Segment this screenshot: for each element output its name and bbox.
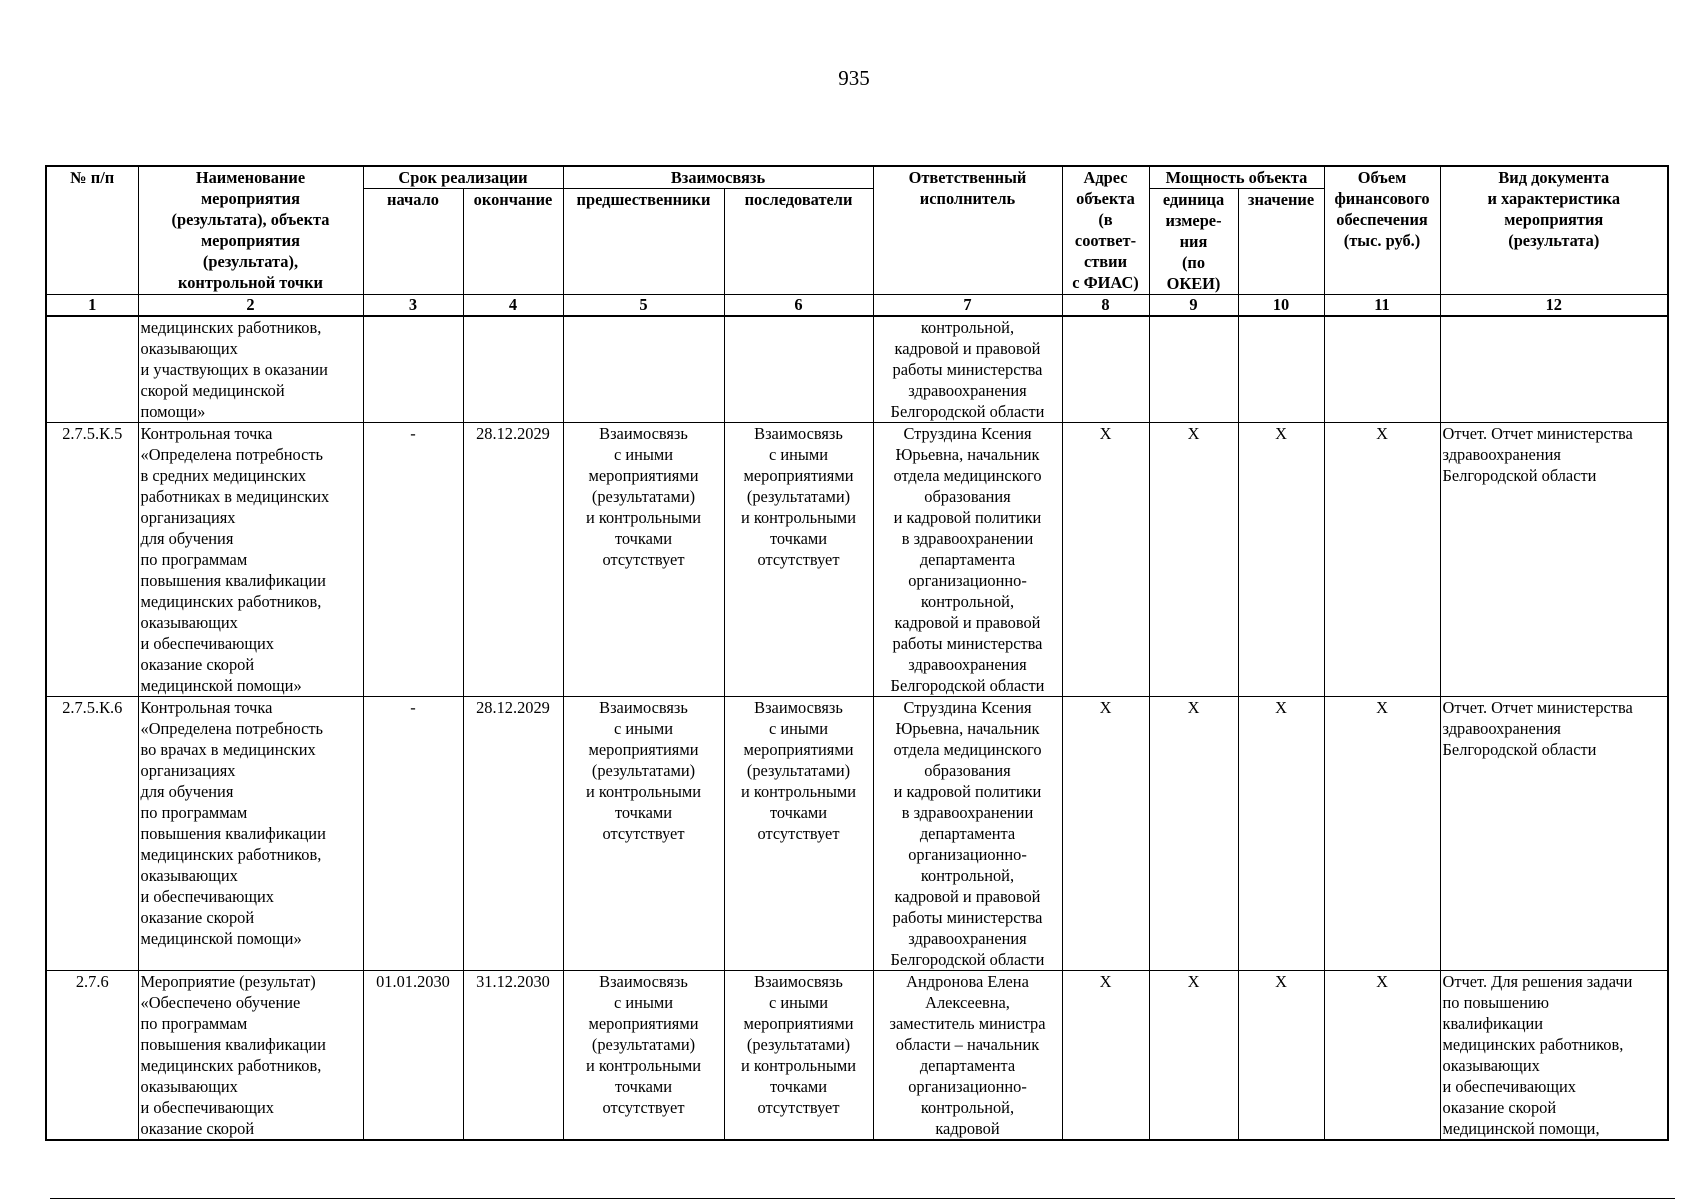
header-end: окончание <box>463 189 563 295</box>
col-number: 8 <box>1062 295 1149 317</box>
header-doc: Вид документа и характеристика мероприятия (результата) <box>1440 166 1668 295</box>
cell-address <box>1062 316 1149 423</box>
header-start: начало <box>363 189 463 295</box>
cell-finance <box>1324 316 1440 423</box>
header-unit: единица измере- ния (по ОКЕИ) <box>1149 189 1238 295</box>
table-row <box>46 316 1668 423</box>
cell-successors: Взаимосвязь с иными мероприятиями (результатами) и контрольными точками отсутствует <box>724 971 873 1141</box>
cell-unit: Х <box>1149 697 1238 971</box>
cell-responsible: Струздина Ксения Юрьевна, начальник отдела медицинского образования и кадровой политики в здравоохранении департамента организационно- контрольной, кадровой и правовой работы министерства здравоохранения Белгородской области <box>873 423 1062 697</box>
cell-end: 31.12.2030 <box>463 971 563 1141</box>
cell-num <box>46 316 138 423</box>
cell-start: 01.01.2030 <box>363 971 463 1141</box>
header-value: значение <box>1238 189 1324 295</box>
header-relation: Взаимосвязь <box>563 166 873 189</box>
cell-name: медицинских работников, оказывающих и участвующих в оказании скорой медицинской помощи» <box>138 316 363 423</box>
cell-doc: Отчет. Отчет министерства здравоохранения Белгородской области <box>1440 423 1668 697</box>
col-number: 1 <box>46 295 138 317</box>
cell-successors: Взаимосвязь с иными мероприятиями (результатами) и контрольными точками отсутствует <box>724 697 873 971</box>
cell-name: Контрольная точка «Определена потребность во врачах в медицинских организациях для обучения по программам повышения квалификации медицинских работников, оказывающих и обеспечивающих оказание скорой медицинской помощи» <box>138 697 363 971</box>
cell-address: Х <box>1062 971 1149 1141</box>
header-address: Адрес объекта (в соответ- ствии с ФИАС) <box>1062 166 1149 295</box>
col-number: 6 <box>724 295 873 317</box>
header-responsible: Ответственный исполнитель <box>873 166 1062 295</box>
col-number: 9 <box>1149 295 1238 317</box>
cell-address: Х <box>1062 697 1149 971</box>
col-number: 7 <box>873 295 1062 317</box>
cell-start: - <box>363 423 463 697</box>
cell-doc <box>1440 316 1668 423</box>
header-capacity: Мощность объекта <box>1149 166 1324 189</box>
cell-responsible: Струздина Ксения Юрьевна, начальник отдела медицинского образования и кадровой политики в здравоохранении департамента организационно- контрольной, кадровой и правовой работы министерства здравоохранения Белгородской области <box>873 697 1062 971</box>
cell-finance: Х <box>1324 423 1440 697</box>
footer-rule <box>50 1198 1675 1199</box>
cell-doc: Отчет. Отчет министерства здравоохранения Белгородской области <box>1440 697 1668 971</box>
cell-end: 28.12.2029 <box>463 423 563 697</box>
cell-predecessors: Взаимосвязь с иными мероприятиями (результатами) и контрольными точками отсутствует <box>563 971 724 1141</box>
cell-unit: Х <box>1149 971 1238 1141</box>
cell-name: Контрольная точка «Определена потребность в средних медицинских работниках в медицинских организациях для обучения по программам повышения квалификации медицинских работников, оказывающих и обеспечивающих оказание скорой медицинской помощи» <box>138 423 363 697</box>
cell-unit: Х <box>1149 423 1238 697</box>
cell-predecessors <box>563 316 724 423</box>
header-period: Срок реализации <box>363 166 563 189</box>
col-number: 4 <box>463 295 563 317</box>
cell-address: Х <box>1062 423 1149 697</box>
col-number: 2 <box>138 295 363 317</box>
header-num: № п/п <box>46 166 138 295</box>
table-row <box>46 697 1668 971</box>
cell-successors <box>724 316 873 423</box>
cell-responsible: контрольной, кадровой и правовой работы министерства здравоохранения Белгородской области <box>873 316 1062 423</box>
cell-num: 2.7.5.К.6 <box>46 697 138 971</box>
cell-start: - <box>363 697 463 971</box>
table-row <box>46 423 1668 697</box>
col-number: 11 <box>1324 295 1440 317</box>
col-number: 12 <box>1440 295 1668 317</box>
table-row <box>46 971 1668 1141</box>
cell-predecessors: Взаимосвязь с иными мероприятиями (результатами) и контрольными точками отсутствует <box>563 697 724 971</box>
cell-name: Мероприятие (результат) «Обеспечено обучение по программам повышения квалификации медицинских работников, оказывающих и обеспечивающих оказание скорой <box>138 971 363 1141</box>
column-numbers-row <box>46 295 1668 317</box>
header-finance: Объем финансового обеспечения (тыс. руб.) <box>1324 166 1440 295</box>
cell-doc: Отчет. Для решения задачи по повышению квалификации медицинских работников, оказывающих и обеспечивающих оказание скорой медицинской помощи, <box>1440 971 1668 1141</box>
cell-start <box>363 316 463 423</box>
cell-end: 28.12.2029 <box>463 697 563 971</box>
col-number: 10 <box>1238 295 1324 317</box>
plan-table <box>45 165 1669 1141</box>
cell-end <box>463 316 563 423</box>
cell-unit <box>1149 316 1238 423</box>
cell-responsible: Андронова Елена Алексеевна, заместитель министра области – начальник департамента организационно- контрольной, кадровой <box>873 971 1062 1141</box>
col-number: 5 <box>563 295 724 317</box>
col-number: 3 <box>363 295 463 317</box>
header-predecessors: предшественники <box>563 189 724 295</box>
cell-predecessors: Взаимосвязь с иными мероприятиями (результатами) и контрольными точками отсутствует <box>563 423 724 697</box>
cell-value: Х <box>1238 697 1324 971</box>
table-header <box>46 166 1668 316</box>
cell-value: Х <box>1238 423 1324 697</box>
cell-num: 2.7.6 <box>46 971 138 1141</box>
cell-finance: Х <box>1324 697 1440 971</box>
cell-value: Х <box>1238 971 1324 1141</box>
cell-successors: Взаимосвязь с иными мероприятиями (результатами) и контрольными точками отсутствует <box>724 423 873 697</box>
header-successors: последователи <box>724 189 873 295</box>
page-number: 935 <box>838 66 870 90</box>
header-name: Наименование мероприятия (результата), объекта мероприятия (результата), контрольной точки <box>138 166 363 295</box>
cell-value <box>1238 316 1324 423</box>
cell-finance: Х <box>1324 971 1440 1141</box>
cell-num: 2.7.5.К.5 <box>46 423 138 697</box>
